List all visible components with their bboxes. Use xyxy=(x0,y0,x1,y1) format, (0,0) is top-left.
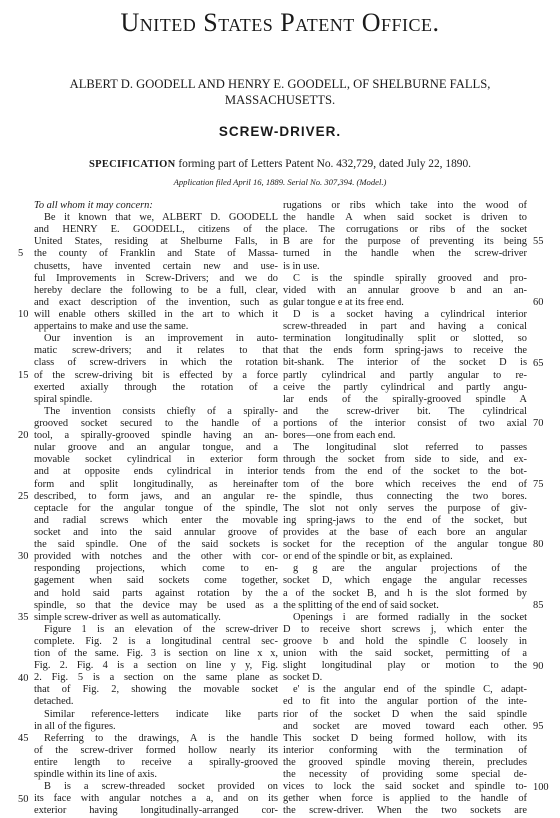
text-line: its face with angular notches a a, and on its xyxy=(34,793,278,805)
text-line: e' is the angular end of the spindle C, adapt- xyxy=(293,684,527,696)
line-number: 45 xyxy=(18,733,29,745)
text-line: complete. Fig. 2 is a longitudinal central sec- xyxy=(34,635,278,647)
text-line: vided with an annular groove b and an an- xyxy=(283,284,527,296)
text-line: of the screw-driving bit is effected by a force xyxy=(34,369,278,381)
text-line: United States, residing at Shelburne Falls, in xyxy=(34,236,278,248)
text-line: Openings i are formed radially in the socket xyxy=(293,611,527,623)
text-line: Fig. 2. Fig. 4 is a section on line y y, Fig. xyxy=(34,660,278,672)
specification-line xyxy=(0,158,560,170)
text-line: the grooved spindle moving therein, precludes xyxy=(283,757,527,769)
text-line: will enable others skilled in the art to which it xyxy=(34,308,278,320)
text-line: interior conforming with the termination of xyxy=(283,744,527,756)
text-line: D is a socket having a cylindrical interior xyxy=(293,308,527,320)
text-line: of the screw-driver formed hollow nearly its xyxy=(34,744,278,756)
text-line: the said spindle. One of the said sockets is xyxy=(34,539,278,551)
text-line: Similar reference-letters indicate like parts xyxy=(44,708,278,720)
line-number: 5 xyxy=(18,248,24,260)
text-line: g g are the angular projections of the xyxy=(293,563,527,575)
text-line: the spindle, thus connecting the two bores. xyxy=(283,490,527,502)
line-number: 20 xyxy=(18,430,29,442)
text-line: socket and into the said annular groove of xyxy=(34,526,278,538)
text-line: This socket D being formed hollow, with its xyxy=(283,732,527,744)
text-line: spindle within its line of axis. xyxy=(34,769,157,781)
text-line: groove b and hold the spindle C loosely in xyxy=(283,635,527,647)
application-line: Application filed April 16, 1889. Serial No. 307,394. (Model.) xyxy=(173,177,387,187)
text-line: and at opposite ends cylindrical in interior xyxy=(34,466,278,478)
text-line: provided with notches and the other with cor- xyxy=(34,551,278,563)
text-line: partly cylindrical and partly angular to re- xyxy=(283,369,527,381)
text-line: that the ends form spring-jaws to receive the xyxy=(283,345,527,357)
text-line: that of Fig. 2, showing the movable socket xyxy=(34,684,278,696)
text-line: a of the socket B, and h is the slot formed by xyxy=(283,587,527,599)
text-line: C is the spindle spirally grooved and pro- xyxy=(293,272,527,284)
inventors-line: MASSACHUSETTS. xyxy=(224,93,336,107)
text-line: movable socket cylindrical in exterior form xyxy=(34,454,278,466)
text-line: termination longitudinally split or slotted, so xyxy=(283,333,527,345)
text-line: rior of the socket D when the said spindle xyxy=(283,708,527,720)
line-number: 95 xyxy=(533,721,544,733)
text-line: ful Improvements in Screw-Drivers; and we do xyxy=(34,272,278,284)
text-line: through the socket from side to side, and ex- xyxy=(283,454,527,466)
text-line: The invention consists chiefly of a spirally- xyxy=(44,405,278,417)
text-line: place. The corrugations or ribs of the socket xyxy=(283,224,527,236)
text-line: socket D, which engage the angular recesses xyxy=(283,575,527,587)
text-line: the screw-driver. When the two sockets are xyxy=(283,805,527,817)
specification-text: forming part of Letters Patent No. 432,729, dated July 22, 1890. xyxy=(175,158,472,170)
text-line: lar ends of the spirally-grooved spindle A xyxy=(283,393,527,405)
text-line: the splitting of the end of said socket. xyxy=(283,599,439,611)
line-number: 65 xyxy=(533,357,544,369)
text-line: tool, a spirally-grooved spindle having an an- xyxy=(34,430,278,442)
text-line: tends from the end of the socket to the bot- xyxy=(283,466,527,478)
text-line: D to receive short screws j, which enter the xyxy=(283,623,527,635)
text-line: is in use. xyxy=(283,260,320,272)
text-line: ceive the partly cylindrical and partly angu- xyxy=(283,381,527,393)
text-line: gether when force is applied to the handle of xyxy=(283,793,527,805)
line-number: 90 xyxy=(533,660,544,672)
text-line: B are for the purpose of preventing its being xyxy=(283,236,527,248)
text-line: matic screw-drivers; and it relates to that xyxy=(34,345,278,357)
right-text-column xyxy=(283,200,527,818)
text-line: simple screw-driver as well as automatically. xyxy=(34,611,221,623)
text-line: form and split longitudinally, as hereinafter xyxy=(34,478,278,490)
text-line: and hold said parts against rotation by the xyxy=(34,587,278,599)
text-line: gular tongue e at its free end. xyxy=(283,296,404,308)
left-text-column xyxy=(34,200,278,818)
text-line: grooved socket secured to the handle of a xyxy=(34,417,278,429)
text-line: exterior having longitudinally-arranged cor- xyxy=(34,805,278,817)
text-line: ing spring-jaws to the end of the socket, but xyxy=(283,514,527,526)
text-line: ed to fit into the angular portion of the inte- xyxy=(283,696,527,708)
text-line: portions of the interior consist of two axial xyxy=(283,417,527,429)
text-line: Figure 1 is an elevation of the screw-driver xyxy=(44,623,278,635)
text-line: and socket are moved toward each other. xyxy=(283,720,527,732)
text-line: in all of the figures. xyxy=(34,720,116,732)
line-number: 85 xyxy=(533,599,544,611)
text-line: responding projections, which come to en- xyxy=(34,563,278,575)
line-number: 10 xyxy=(18,309,29,321)
line-number: 100 xyxy=(533,781,549,793)
text-line: Be it known that we, ALBERT D. GOODELL xyxy=(44,212,278,224)
text-line: exerted axially through the rotation of a xyxy=(34,381,278,393)
text-line: gagement when said sockets come together, xyxy=(34,575,278,587)
text-line: socket D. xyxy=(283,672,323,684)
text-line: socket for the reception of the angular tongue xyxy=(283,539,527,551)
specification-label: SPECIFICATION xyxy=(88,159,176,170)
line-number: 70 xyxy=(533,418,544,430)
text-line: screw-threaded in part and having a conical xyxy=(283,321,527,333)
text-line: vices to lock the said socket and spindle to- xyxy=(283,781,527,793)
text-line: tom of the bore which receives the end of xyxy=(283,478,527,490)
text-line: ceptacle for the angular tongue of the spindle, xyxy=(34,502,278,514)
text-line: bores—one from each end. xyxy=(283,430,396,442)
text-line: spindle, so that the device may be used as a xyxy=(34,599,278,611)
text-line: B is a screw-threaded socket provided on xyxy=(44,781,278,793)
inventors-block xyxy=(16,76,544,108)
text-line: the necessity of providing some special de- xyxy=(283,769,527,781)
text-line: Our invention is an improvement in auto- xyxy=(44,333,278,345)
inventors-line: ALBERT D. GOODELL AND HENRY E. GOODELL, OF SHELBURNE FALLS, xyxy=(69,77,491,91)
text-line: class of screw-drivers in which the rotation xyxy=(34,357,278,369)
line-number: 80 xyxy=(533,539,544,551)
text-line: and exact description of the invention, such as xyxy=(34,296,278,308)
text-line: and radial screws which enter the movable xyxy=(34,514,278,526)
patent-subject: SCREW-DRIVER. xyxy=(218,124,342,139)
text-line: detached. xyxy=(34,696,74,708)
text-line: spiral spindle. xyxy=(34,393,93,405)
text-line: or end of the spindle or bit, as explained. xyxy=(283,551,453,563)
text-line: hereby declare the following to be a full, clear, xyxy=(34,284,278,296)
text-line: entire length to receive a spirally-grooved xyxy=(34,757,278,769)
line-number: 35 xyxy=(18,612,29,624)
text-line: chusetts, have invented certain new and use- xyxy=(34,260,278,272)
text-line: described, to form jaws, and an angular re- xyxy=(34,490,278,502)
text-line: The longitudinal slot referred to passes xyxy=(293,442,527,454)
line-number: 25 xyxy=(18,490,29,502)
text-line: To all whom it may concern: xyxy=(34,200,153,211)
text-line: The slot not only serves the purpose of giv- xyxy=(283,502,527,514)
line-number: 15 xyxy=(18,369,29,381)
line-number: 55 xyxy=(533,236,544,248)
text-line: and the screw-driver bit. The cylindrical xyxy=(283,405,527,417)
line-number: 50 xyxy=(18,793,29,805)
text-line: turned in the handle when the screw-driver xyxy=(283,248,527,260)
text-line: 2. Fig. 5 is a section on the same plane as xyxy=(34,672,278,684)
text-line: Referring to the drawings, A is the handle xyxy=(44,732,278,744)
text-line: bit-shank. The interior of the socket D is xyxy=(283,357,527,369)
text-line: and HENRY E. GOODELL, citizens of the xyxy=(34,224,278,236)
line-number: 75 xyxy=(533,478,544,490)
text-line: slight longitudinal play or motion to the xyxy=(283,660,527,672)
text-line: appertains to make and use the same. xyxy=(34,321,189,333)
text-line: the county of Franklin and State of Massa- xyxy=(34,248,278,260)
line-number: 60 xyxy=(533,296,544,308)
text-line: union with the said socket, permitting of a xyxy=(283,648,527,660)
text-line: tion of the same. Fig. 3 is section on line x x, xyxy=(34,648,278,660)
text-line: nular groove and an angular tongue, and a xyxy=(34,442,278,454)
text-line: rugations or ribs which take into the wood of xyxy=(283,200,527,211)
line-number: 40 xyxy=(18,672,29,684)
line-number: 30 xyxy=(18,551,29,563)
patent-office-title: United States Patent Office. xyxy=(120,8,440,37)
text-line: the handle A when said socket is driven to xyxy=(283,212,527,224)
text-line: provides at the base of each bore an angular xyxy=(283,526,527,538)
